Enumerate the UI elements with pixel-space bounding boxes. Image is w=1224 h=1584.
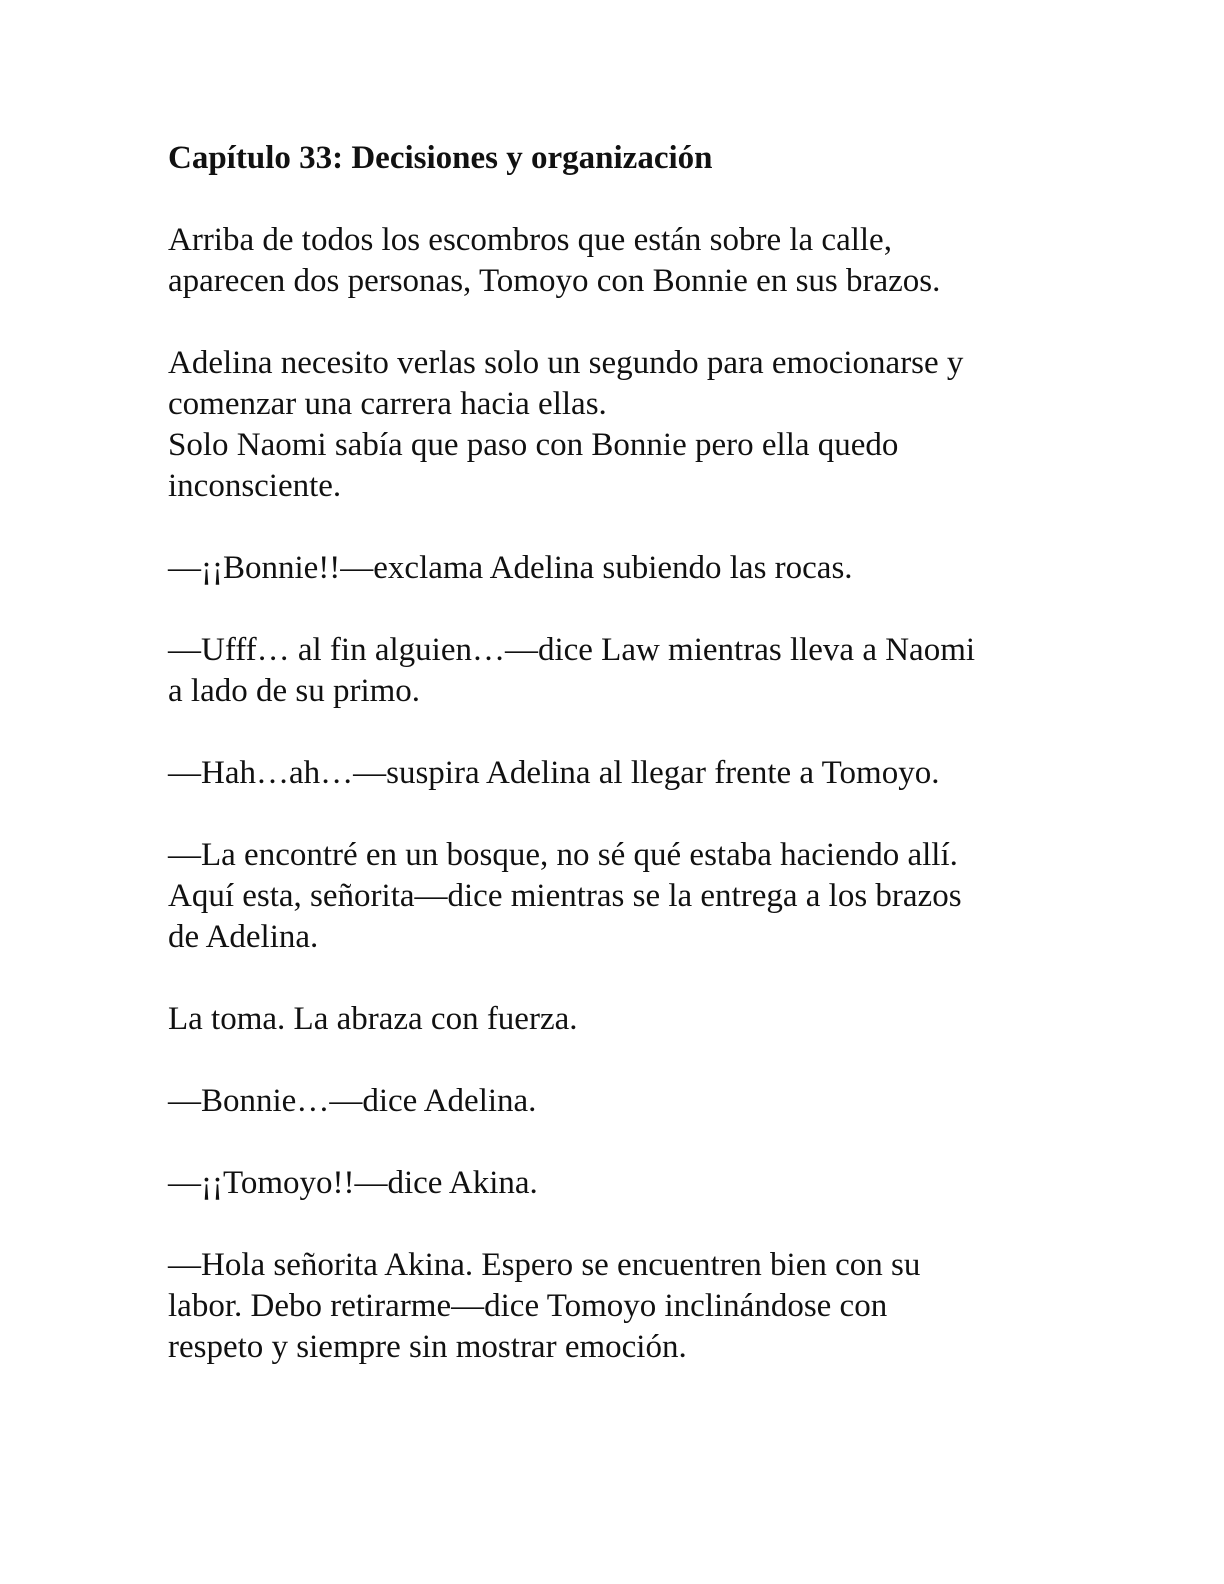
text-line: inconsciente. xyxy=(168,468,342,504)
text-line: —La encontré en un bosque, no sé qué estaba haciendo allí. xyxy=(168,837,958,873)
paragraph xyxy=(168,630,1068,712)
text-line: —Bonnie…—dice Adelina. xyxy=(168,1083,537,1119)
paragraph xyxy=(168,1245,1068,1368)
text-line: Adelina necesito verlas solo un segundo para emocionarse y xyxy=(168,345,964,381)
page-content xyxy=(168,138,1068,1409)
text-line: La toma. La abraza con fuerza. xyxy=(168,1001,578,1037)
paragraph xyxy=(168,835,1068,958)
chapter-title: Capítulo 33: Decisiones y organización xyxy=(168,140,713,176)
text-line: —Ufff… al fin alguien…—dice Law mientras lleva a Naomi xyxy=(168,632,976,668)
text-line: Solo Naomi sabía que paso con Bonnie pero ella quedo xyxy=(168,427,899,463)
paragraph xyxy=(168,548,1068,589)
text-line: —¡¡Tomoyo!!—dice Akina. xyxy=(168,1165,538,1201)
paragraph xyxy=(168,1163,1068,1204)
paragraph xyxy=(168,1081,1068,1122)
text-line: —¡¡Bonnie!!—exclama Adelina subiendo las rocas. xyxy=(168,550,853,586)
text-line: comenzar una carrera hacia ellas. xyxy=(168,386,607,422)
text-line: —Hola señorita Akina. Espero se encuentren bien con su xyxy=(168,1247,921,1283)
text-line: a lado de su primo. xyxy=(168,673,421,709)
paragraph xyxy=(168,753,1068,794)
text-line: aparecen dos personas, Tomoyo con Bonnie en sus brazos. xyxy=(168,263,941,299)
text-line: Aquí esta, señorita—dice mientras se la entrega a los brazos xyxy=(168,878,962,914)
paragraph xyxy=(168,343,1068,507)
paragraph xyxy=(168,220,1068,302)
text-line: respeto y siempre sin mostrar emoción. xyxy=(168,1329,687,1365)
text-line: —Hah…ah…—suspira Adelina al llegar frente a Tomoyo. xyxy=(168,755,940,791)
text-line: de Adelina. xyxy=(168,919,319,955)
text-line: labor. Debo retirarme—dice Tomoyo inclinándose con xyxy=(168,1288,888,1324)
text-line: Arriba de todos los escombros que están sobre la calle, xyxy=(168,222,892,258)
paragraph xyxy=(168,999,1068,1040)
